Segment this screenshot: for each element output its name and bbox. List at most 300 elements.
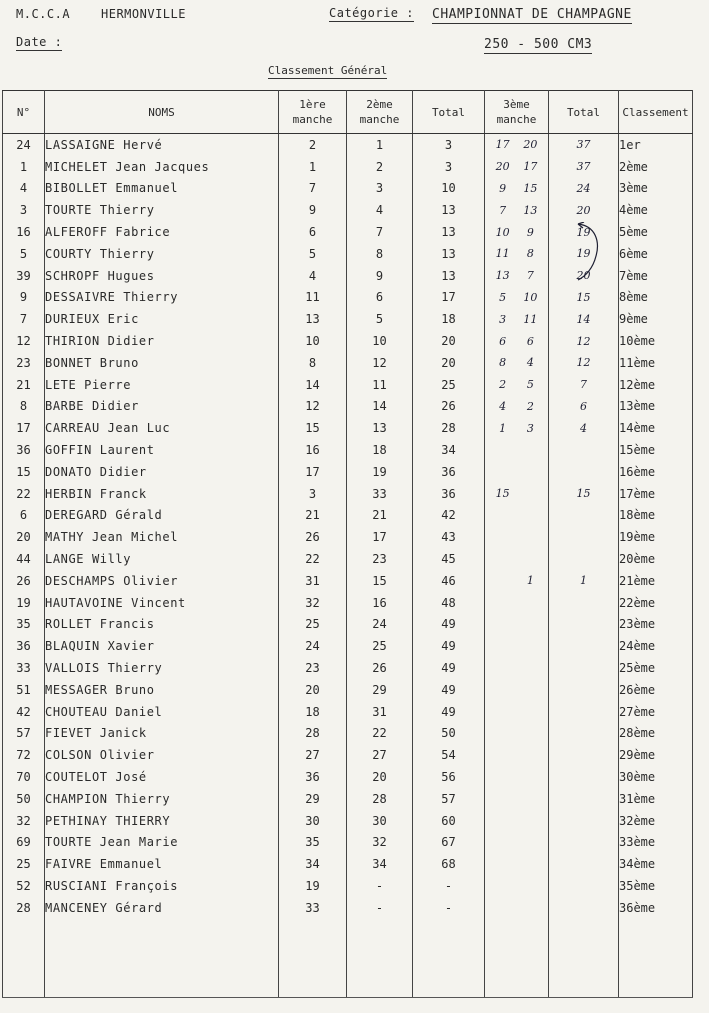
rider-name: SCHROPF Hugues xyxy=(45,265,279,287)
table-row xyxy=(3,723,693,745)
run3-places xyxy=(485,134,549,156)
run3-places xyxy=(485,243,549,265)
run2-place: 14 xyxy=(347,396,413,418)
table-row xyxy=(3,570,693,592)
final-rank: 31ème xyxy=(619,788,693,810)
rider-name: ALFEROFF Fabrice xyxy=(45,221,279,243)
run3-value: 9 xyxy=(526,225,534,239)
run3-value: 11 xyxy=(523,312,538,326)
total2-points xyxy=(549,439,619,461)
rider-name: ROLLET Francis xyxy=(45,614,279,636)
run3-value: 11 xyxy=(495,247,510,261)
rider-number: 32 xyxy=(3,810,45,832)
total-points: 18 xyxy=(413,308,485,330)
run3-value: 15 xyxy=(523,181,538,195)
total2-points xyxy=(549,897,619,919)
total-points: 49 xyxy=(413,657,485,679)
final-rank: 34ème xyxy=(619,853,693,875)
table-row xyxy=(3,417,693,439)
final-rank: 2ème xyxy=(619,156,693,178)
run3-places xyxy=(485,526,549,548)
total2-points xyxy=(549,526,619,548)
rider-number: 69 xyxy=(3,832,45,854)
run2-place: 22 xyxy=(347,723,413,745)
run3-places xyxy=(485,178,549,200)
run3-places xyxy=(485,635,549,657)
final-rank: 19ème xyxy=(619,526,693,548)
final-rank: 26ème xyxy=(619,679,693,701)
final-rank: 3ème xyxy=(619,178,693,200)
run1-place: 32 xyxy=(279,592,347,614)
run1-place: 21 xyxy=(279,505,347,527)
run3-value: 20 xyxy=(523,138,538,152)
run1-place: 14 xyxy=(279,374,347,396)
rider-name: DURIEUX Eric xyxy=(45,308,279,330)
total-points: 3 xyxy=(413,156,485,178)
category-title: CHAMPIONNAT DE CHAMPAGNE xyxy=(432,7,632,22)
run2-place: 32 xyxy=(347,832,413,854)
rider-name: TOURTE Jean Marie xyxy=(45,832,279,854)
total2-points: 15 xyxy=(549,483,619,505)
table-row xyxy=(3,505,693,527)
total-points: 56 xyxy=(413,766,485,788)
table-row xyxy=(3,635,693,657)
run1-place: 11 xyxy=(279,287,347,309)
total-points: - xyxy=(413,897,485,919)
run3-places xyxy=(485,221,549,243)
run3-places xyxy=(485,287,549,309)
total2-points: 19 xyxy=(549,221,619,243)
total2-points xyxy=(549,723,619,745)
run1-place: 15 xyxy=(279,417,347,439)
total-points: 49 xyxy=(413,679,485,701)
run3-value: 1 xyxy=(526,574,534,588)
rider-name: BONNET Bruno xyxy=(45,352,279,374)
total2-points xyxy=(549,853,619,875)
run3-value: 4 xyxy=(499,399,507,413)
final-rank: 8ème xyxy=(619,287,693,309)
total-points: 3 xyxy=(413,134,485,156)
rider-number: 42 xyxy=(3,701,45,723)
total2-points: 1 xyxy=(549,570,619,592)
run3-places xyxy=(485,744,549,766)
run1-place: 24 xyxy=(279,635,347,657)
run3-places xyxy=(485,853,549,875)
total-points: 48 xyxy=(413,592,485,614)
table-row xyxy=(3,330,693,352)
rider-number: 21 xyxy=(3,374,45,396)
run2-place: 8 xyxy=(347,243,413,265)
run1-place: 9 xyxy=(279,199,347,221)
run1-place: 36 xyxy=(279,766,347,788)
engine-class: 250 - 500 CM3 xyxy=(484,37,593,52)
final-rank: 22ème xyxy=(619,592,693,614)
run2-place: 3 xyxy=(347,178,413,200)
run3-value: 1 xyxy=(499,421,507,435)
col-rank: Classement xyxy=(619,91,693,134)
final-rank: 29ème xyxy=(619,744,693,766)
total-points: 60 xyxy=(413,810,485,832)
table-row xyxy=(3,548,693,570)
total-points: 49 xyxy=(413,701,485,723)
total2-points xyxy=(549,810,619,832)
final-rank: 30ème xyxy=(619,766,693,788)
run1-place: 8 xyxy=(279,352,347,374)
total2-points: 15 xyxy=(549,287,619,309)
total2-points xyxy=(549,614,619,636)
blank-cell xyxy=(413,919,485,998)
final-rank: 21ème xyxy=(619,570,693,592)
final-rank: 23ème xyxy=(619,614,693,636)
rider-number: 72 xyxy=(3,744,45,766)
col-total2: Total xyxy=(549,91,619,134)
rider-number: 52 xyxy=(3,875,45,897)
run3-places xyxy=(485,199,549,221)
total-points: 36 xyxy=(413,483,485,505)
rider-name: LETE Pierre xyxy=(45,374,279,396)
table-row xyxy=(3,744,693,766)
total2-points: 12 xyxy=(549,330,619,352)
table-row xyxy=(3,897,693,919)
rider-number: 12 xyxy=(3,330,45,352)
run3-value: 7 xyxy=(526,269,534,283)
total2-points: 20 xyxy=(549,265,619,287)
total2-points xyxy=(549,701,619,723)
run3-places xyxy=(485,265,549,287)
final-rank: 4ème xyxy=(619,199,693,221)
col-run2: 2ème manche xyxy=(347,91,413,134)
final-rank: 24ème xyxy=(619,635,693,657)
rider-name: DEREGARD Gérald xyxy=(45,505,279,527)
final-rank: 20ème xyxy=(619,548,693,570)
run1-place: 34 xyxy=(279,853,347,875)
run3-places xyxy=(485,614,549,636)
run2-place: 7 xyxy=(347,221,413,243)
run3-value: 8 xyxy=(499,356,507,370)
rider-name: HERBIN Franck xyxy=(45,483,279,505)
rider-name: RUSCIANI François xyxy=(45,875,279,897)
run3-value: 2 xyxy=(499,378,507,392)
rider-name: COUTELOT José xyxy=(45,766,279,788)
run3-places xyxy=(485,330,549,352)
final-rank: 14ème xyxy=(619,417,693,439)
total2-points xyxy=(549,744,619,766)
run1-place: 31 xyxy=(279,570,347,592)
total2-points xyxy=(549,679,619,701)
run1-place: 30 xyxy=(279,810,347,832)
run1-place: 3 xyxy=(279,483,347,505)
rider-number: 7 xyxy=(3,308,45,330)
table-row xyxy=(3,308,693,330)
run3-value: 17 xyxy=(523,160,538,174)
final-rank: 1er xyxy=(619,134,693,156)
rider-number: 5 xyxy=(3,243,45,265)
total-points: 17 xyxy=(413,287,485,309)
rider-name: CHOUTEAU Daniel xyxy=(45,701,279,723)
run1-place: 27 xyxy=(279,744,347,766)
final-rank: 35ème xyxy=(619,875,693,897)
final-rank: 33ème xyxy=(619,832,693,854)
run1-place: 12 xyxy=(279,396,347,418)
run2-place: 2 xyxy=(347,156,413,178)
run3-places xyxy=(485,788,549,810)
rider-name: GOFFIN Laurent xyxy=(45,439,279,461)
run1-place: 7 xyxy=(279,178,347,200)
run3-value: 17 xyxy=(495,138,510,152)
rider-number: 16 xyxy=(3,221,45,243)
table-row xyxy=(3,526,693,548)
total2-points xyxy=(549,635,619,657)
run3-places xyxy=(485,810,549,832)
rider-number: 8 xyxy=(3,396,45,418)
run2-place: 25 xyxy=(347,635,413,657)
run1-place: 20 xyxy=(279,679,347,701)
col-num: N° xyxy=(3,91,45,134)
run3-value: 15 xyxy=(495,487,510,501)
rider-name: BLAQUIN Xavier xyxy=(45,635,279,657)
total2-points: 7 xyxy=(549,374,619,396)
rider-name: MESSAGER Bruno xyxy=(45,679,279,701)
table-row xyxy=(3,396,693,418)
table-row xyxy=(3,810,693,832)
rider-number: 26 xyxy=(3,570,45,592)
blank-row xyxy=(3,919,693,998)
total-points: 28 xyxy=(413,417,485,439)
col-name: NOMS xyxy=(45,91,279,134)
total2-points xyxy=(549,832,619,854)
blank-cell xyxy=(3,919,45,998)
total-points: 67 xyxy=(413,832,485,854)
table-row xyxy=(3,156,693,178)
rider-name: MANCENEY Gérard xyxy=(45,897,279,919)
total-points: 13 xyxy=(413,221,485,243)
table-row xyxy=(3,592,693,614)
total2-points: 12 xyxy=(549,352,619,374)
run2-place: 20 xyxy=(347,766,413,788)
run3-value: 2 xyxy=(526,399,534,413)
table-row xyxy=(3,374,693,396)
total-points: 36 xyxy=(413,461,485,483)
run2-place: 33 xyxy=(347,483,413,505)
blank-cell xyxy=(549,919,619,998)
total-points: 46 xyxy=(413,570,485,592)
table-row xyxy=(3,679,693,701)
run2-place: 1 xyxy=(347,134,413,156)
final-rank: 6ème xyxy=(619,243,693,265)
rider-number: 57 xyxy=(3,723,45,745)
run1-place: 29 xyxy=(279,788,347,810)
col-run1: 1ère manche xyxy=(279,91,347,134)
table-row xyxy=(3,178,693,200)
final-rank: 5ème xyxy=(619,221,693,243)
run3-value: 10 xyxy=(495,225,510,239)
run2-place: 13 xyxy=(347,417,413,439)
run3-places xyxy=(485,374,549,396)
run3-places xyxy=(485,832,549,854)
run2-place: 28 xyxy=(347,788,413,810)
run3-places xyxy=(485,548,549,570)
total2-points: 4 xyxy=(549,417,619,439)
total-points: 45 xyxy=(413,548,485,570)
run2-place: 10 xyxy=(347,330,413,352)
run2-place: 16 xyxy=(347,592,413,614)
table-row xyxy=(3,853,693,875)
run1-place: 4 xyxy=(279,265,347,287)
run2-place: 6 xyxy=(347,287,413,309)
rider-name: PETHINAY THIERRY xyxy=(45,810,279,832)
rider-name: FIEVET Janick xyxy=(45,723,279,745)
rider-number: 6 xyxy=(3,505,45,527)
final-rank: 13ème xyxy=(619,396,693,418)
rider-number: 35 xyxy=(3,614,45,636)
run3-places xyxy=(485,461,549,483)
run1-place: 35 xyxy=(279,832,347,854)
category-label: Catégorie : xyxy=(329,6,414,20)
table-row xyxy=(3,832,693,854)
run3-places xyxy=(485,570,549,592)
date-label: Date : xyxy=(16,35,63,49)
run3-places xyxy=(485,723,549,745)
rider-number: 33 xyxy=(3,657,45,679)
run2-place: 31 xyxy=(347,701,413,723)
rider-number: 36 xyxy=(3,439,45,461)
blank-cell xyxy=(485,919,549,998)
run2-place: 26 xyxy=(347,657,413,679)
rider-name: MICHELET Jean Jacques xyxy=(45,156,279,178)
run3-places xyxy=(485,396,549,418)
run1-place: 22 xyxy=(279,548,347,570)
table-row xyxy=(3,483,693,505)
handwritten-arrow-icon xyxy=(574,222,604,284)
total-points: 20 xyxy=(413,352,485,374)
run3-places xyxy=(485,679,549,701)
rider-name: BIBOLLET Emmanuel xyxy=(45,178,279,200)
total-points: 57 xyxy=(413,788,485,810)
final-rank: 28ème xyxy=(619,723,693,745)
total-points: 13 xyxy=(413,243,485,265)
total2-points xyxy=(549,766,619,788)
run3-value: 13 xyxy=(495,269,510,283)
total-points: 20 xyxy=(413,330,485,352)
run3-value: 4 xyxy=(526,356,534,370)
final-rank: 27ème xyxy=(619,701,693,723)
town-name: HERMONVILLE xyxy=(101,7,186,21)
rider-name: FAIVRE Emmanuel xyxy=(45,853,279,875)
table-row xyxy=(3,439,693,461)
rider-name: COLSON Olivier xyxy=(45,744,279,766)
total2-points xyxy=(549,461,619,483)
table-row xyxy=(3,461,693,483)
final-rank: 32ème xyxy=(619,810,693,832)
run3-value: 8 xyxy=(526,247,534,261)
final-rank: 11ème xyxy=(619,352,693,374)
total-points: 43 xyxy=(413,526,485,548)
run2-place: 24 xyxy=(347,614,413,636)
rider-number: 4 xyxy=(3,178,45,200)
total-points: 42 xyxy=(413,505,485,527)
run2-place: 12 xyxy=(347,352,413,374)
total2-points: 37 xyxy=(549,134,619,156)
run1-place: 10 xyxy=(279,330,347,352)
rider-name: COURTY Thierry xyxy=(45,243,279,265)
table-row xyxy=(3,701,693,723)
run3-value: 20 xyxy=(495,160,510,174)
table-row xyxy=(3,352,693,374)
rider-number: 22 xyxy=(3,483,45,505)
run2-place: 9 xyxy=(347,265,413,287)
total-points: 26 xyxy=(413,396,485,418)
rider-number: 17 xyxy=(3,417,45,439)
rider-name: BARBE Didier xyxy=(45,396,279,418)
col-run3: 3ème manche xyxy=(485,91,549,134)
rider-number: 44 xyxy=(3,548,45,570)
run2-place: 19 xyxy=(347,461,413,483)
total2-points: 24 xyxy=(549,178,619,200)
blank-cell xyxy=(619,919,693,998)
total2-points xyxy=(549,592,619,614)
table-row xyxy=(3,657,693,679)
rider-number: 9 xyxy=(3,287,45,309)
page-title: Classement Général xyxy=(268,64,388,77)
rider-name: THIRION Didier xyxy=(45,330,279,352)
total-points: 34 xyxy=(413,439,485,461)
total2-points: 14 xyxy=(549,308,619,330)
table-row xyxy=(3,766,693,788)
run2-place: 30 xyxy=(347,810,413,832)
run1-place: 18 xyxy=(279,701,347,723)
total2-points: 37 xyxy=(549,156,619,178)
total2-points xyxy=(549,788,619,810)
total2-points: 6 xyxy=(549,396,619,418)
run3-places xyxy=(485,439,549,461)
total-points: 49 xyxy=(413,635,485,657)
run1-place: 19 xyxy=(279,875,347,897)
run3-value: 5 xyxy=(526,378,534,392)
run3-value: 9 xyxy=(499,181,507,195)
rider-name: LANGE Willy xyxy=(45,548,279,570)
run3-places xyxy=(485,657,549,679)
total-points: 25 xyxy=(413,374,485,396)
rider-number: 3 xyxy=(3,199,45,221)
total-points: 49 xyxy=(413,614,485,636)
final-rank: 17ème xyxy=(619,483,693,505)
rider-number: 36 xyxy=(3,635,45,657)
rider-name: HAUTAVOINE Vincent xyxy=(45,592,279,614)
run3-value: 10 xyxy=(523,290,538,304)
rider-number: 25 xyxy=(3,853,45,875)
run1-place: 17 xyxy=(279,461,347,483)
rider-name: DONATO Didier xyxy=(45,461,279,483)
run1-place: 6 xyxy=(279,221,347,243)
col-total: Total xyxy=(413,91,485,134)
total2-points: 20 xyxy=(549,199,619,221)
rider-name: MATHY Jean Michel xyxy=(45,526,279,548)
final-rank: 36ème xyxy=(619,897,693,919)
run3-value: 7 xyxy=(499,203,507,217)
table-row xyxy=(3,788,693,810)
run3-places xyxy=(485,766,549,788)
run1-place: 23 xyxy=(279,657,347,679)
final-rank: 16ème xyxy=(619,461,693,483)
run2-place: 11 xyxy=(347,374,413,396)
header-row xyxy=(3,91,693,134)
rider-number: 15 xyxy=(3,461,45,483)
run3-value: 3 xyxy=(499,312,507,326)
total-points: 10 xyxy=(413,178,485,200)
rider-name: DESCHAMPS Olivier xyxy=(45,570,279,592)
run2-place: - xyxy=(347,875,413,897)
rider-number: 1 xyxy=(3,156,45,178)
